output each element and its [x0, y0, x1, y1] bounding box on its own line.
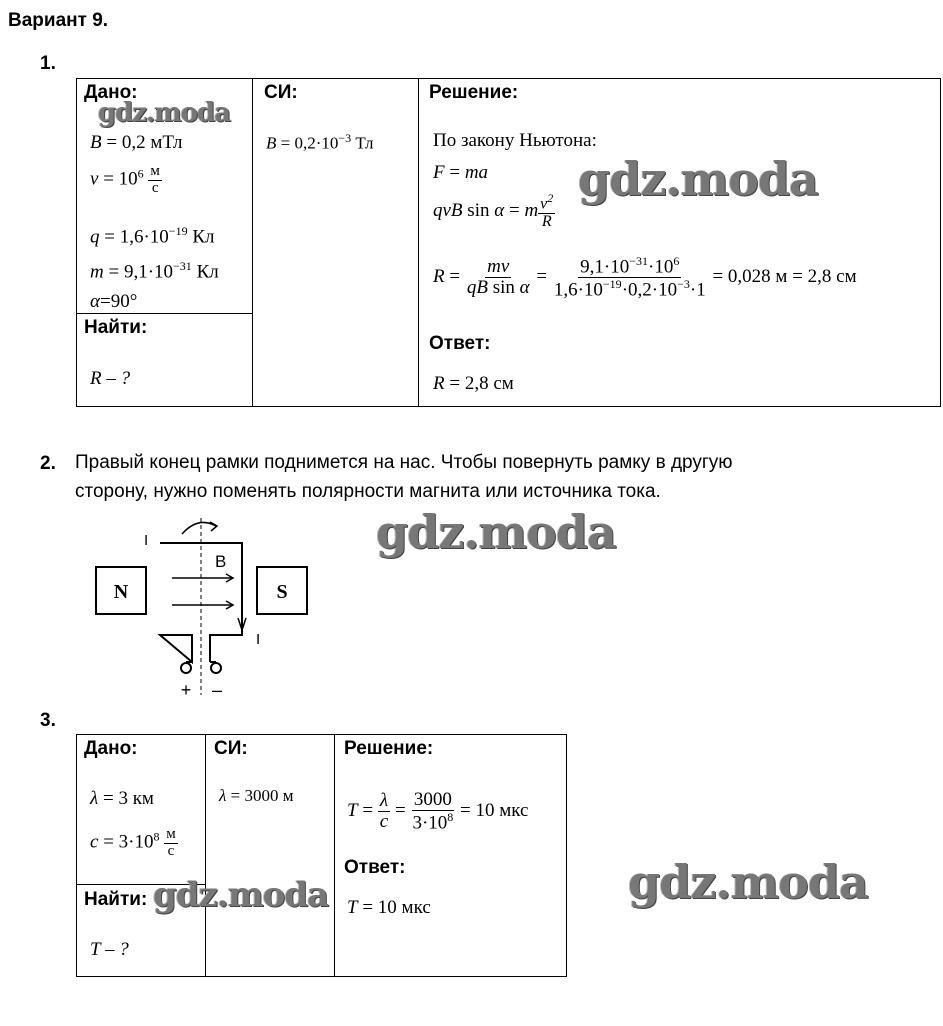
task3-find-label: Найти:	[84, 889, 148, 910]
watermark: gdz.moda	[578, 152, 818, 206]
label-s: S	[276, 581, 288, 603]
task1-given-b: B = 0,2 мТл	[90, 132, 183, 153]
task1-solution-label: Решение:	[429, 82, 519, 103]
task3-answer-label: Ответ:	[344, 857, 406, 878]
task1-answer-label: Ответ:	[429, 333, 491, 354]
page-title: Вариант 9.	[8, 10, 109, 31]
task3-si-label: СИ:	[214, 738, 248, 759]
task3-given-label: Дано:	[84, 738, 138, 759]
task1-eq3: R = $\frac{mv}{\text{qB sin α}}$ = $\frac{9,1\cdot 10^{-31}\cdot 10^6}{1,6\cdot 10^{-19}\cdot 0,2\cdot 10^{-3}\cdot 1}$ = 0,028 м = 2,8 см	[433, 254, 857, 301]
rotation-arrow	[182, 522, 216, 534]
task1-number: 1.	[40, 53, 56, 74]
task1-si-label: СИ:	[264, 82, 298, 103]
watermark: gdz.moda	[153, 875, 329, 915]
label-i-right: I	[256, 631, 261, 648]
task3-solution-label: Решение:	[344, 738, 434, 759]
label-b: B	[215, 552, 227, 571]
watermark: gdz.moda	[98, 98, 231, 128]
task3-si-value: λ = 3000 м	[219, 786, 294, 805]
task1-given-q: $q = 1,6\cdot 10^{-19}$ Кл	[90, 224, 215, 248]
task1-find-value: R – ?	[90, 368, 131, 389]
task2-text-line2: сторону, нужно поменять полярности магнита или источника тока.	[75, 481, 661, 502]
task3-find-value: T – ?	[90, 939, 129, 960]
terminal-plus	[181, 663, 191, 673]
task1-solution-intro: По закону Ньютона:	[433, 130, 597, 151]
task1-eq1: F = ma	[433, 162, 489, 183]
task2-number: 2.	[40, 453, 56, 474]
task1-answer-value: R = 2,8 см	[433, 373, 514, 394]
task1-given-alpha: α=90°	[90, 291, 138, 312]
watermark: gdz.moda	[628, 855, 868, 909]
label-i-left: I	[144, 532, 149, 549]
watermark: gdz.moda	[376, 505, 616, 559]
task3-given-c: $c = 3\cdot 10^8$ $\frac{м}{с}$	[90, 826, 176, 859]
task3-answer-value: T = 10 мкс	[347, 897, 431, 918]
task2-text-line1: Правый конец рамки поднимется на нас. Чтобы повернуть рамку в другую	[75, 452, 733, 473]
terminal-minus	[211, 663, 221, 673]
task1-find-label: Найти:	[84, 317, 148, 338]
task1-given-v: $v = 10^6$ $\frac{м}{с}$	[90, 163, 160, 196]
label-plus: +	[180, 680, 192, 700]
label-n: N	[113, 581, 129, 603]
label-minus: –	[211, 680, 223, 700]
task1-given-label: Дано:	[84, 82, 138, 103]
task3-given-lambda: λ = 3 км	[90, 788, 154, 809]
task3-solution-eq: T = $\frac{\lambda}{c}$ = $\frac{3000}{3\cdot 10^8}$ = 10 мкс	[347, 789, 529, 834]
task1-eq2: qvB sin α = m $\frac{v^2}{R}$	[433, 191, 554, 231]
task1-si-value: $B = 0,2\cdot 10^{-3}$ Тл	[266, 131, 374, 153]
frame-diagram	[80, 510, 340, 700]
task1-given-m: $m = 9,1\cdot 10^{-31}$ Кл	[90, 259, 219, 283]
task3-number: 3.	[40, 710, 56, 731]
